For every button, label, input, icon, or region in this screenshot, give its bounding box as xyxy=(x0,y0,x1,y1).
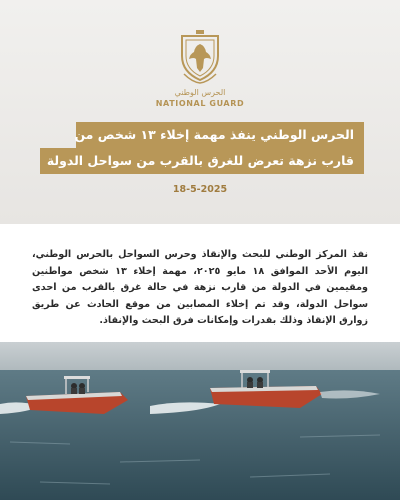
brand-name-arabic: الحرس الوطني xyxy=(174,88,226,97)
headline-line-2: قارب نزهة تعرض للغرق بالقرب من سواحل الدولة xyxy=(40,148,364,174)
header-panel xyxy=(0,0,400,224)
brand-name-english: NATIONAL GUARD xyxy=(155,99,245,108)
national-guard-emblem-icon xyxy=(170,26,230,86)
headline-line-1: الحرس الوطني ينفذ مهمة إخلاء ١٣ شخص من xyxy=(76,122,364,148)
article-body: نفذ المركز الوطني للبحث والإنقاذ وحرس السواحل بالحرس الوطني، اليوم الأحد الموافق ١٨ مايو ٢٠٢٥، مهمة إخلاء ١٣ شخص مواطنين ومقيمين في الدولة من قارب نزهة في حالة غرق بالقرب من احدى سواحل الدولة، وقد تم إخلاء المصابين من موقع الحادث عن طريق زوارق الإنقاذ وذلك بقدرات وإمكانات فرق البحث والإنقاذ. xyxy=(32,249,368,326)
post-date: 18-5-2025 xyxy=(172,184,228,195)
rescue-boats-photo xyxy=(0,342,400,500)
